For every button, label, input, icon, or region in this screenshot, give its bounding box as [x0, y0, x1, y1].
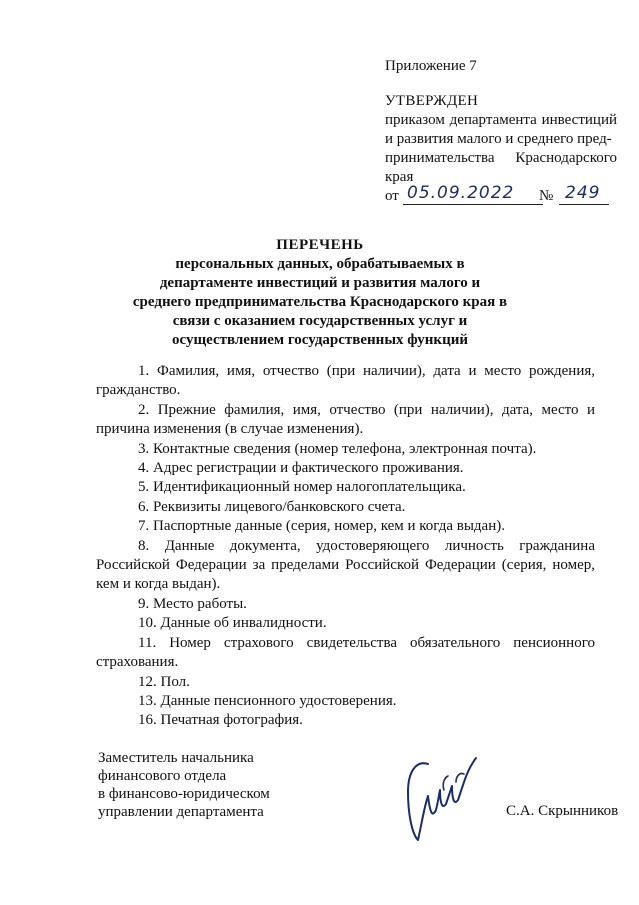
approval-block [385, 57, 617, 209]
signer-position-line: Заместитель начальника [98, 750, 254, 766]
list-item: 11. Номер страхового свидетельства обязательного пенсионного страхования. [96, 634, 595, 671]
list-item: 16. Печатная фотография. [138, 712, 303, 729]
order-number: 249 [565, 183, 601, 203]
list-item: 7. Паспортные данные (серия, номер, кем и когда выдан). [138, 518, 505, 535]
personal-data-list [96, 362, 595, 731]
signer-position-line: финансового отдела [98, 768, 227, 784]
list-item: 1. Фамилия, имя, отчество (при наличии), дата и место рождения, гражданство. [96, 363, 595, 399]
date-underline [403, 204, 543, 205]
list-item: 6. Реквизиты лицевого/банковского счета. [138, 498, 406, 515]
approval-order-line2: принимательства Краснодарского [385, 150, 617, 166]
title-heading: ПЕРЕЧЕНЬ [276, 237, 364, 253]
list-item: 3. Контактные сведения (номер телефона, электронная почта). [138, 440, 537, 457]
list-item: 8. Данные документа, удостоверяющего личность гражданина Российской Федерации за пределами Российской Федерации (серия, номер, кем и когда выдан). [96, 537, 595, 593]
list-item: 4. Адрес регистрации и фактического проживания. [138, 460, 464, 477]
list-item: 12. Пол. [138, 673, 190, 690]
signer-position-line: в финансово-юридическом [98, 786, 270, 802]
signer-name: С.А. Скрынников [506, 803, 619, 819]
document-title [130, 236, 510, 350]
handwritten-signature-icon [398, 752, 488, 844]
approval-order-text: приказом департамента инвестиций и развития малого и среднего пред- [385, 112, 617, 147]
approval-order-line3: края [385, 169, 414, 185]
signer-position-line: управлении департамента [98, 804, 264, 820]
date-prefix: от [385, 188, 399, 204]
order-date: 05.09.2022 [407, 183, 515, 203]
number-underline [559, 204, 609, 205]
signer-position [98, 749, 270, 821]
list-item: 2. Прежние фамилия, имя, отчество (при наличии), дата, место и причина изменения (в случае изменения). [96, 401, 595, 438]
approved-label: УТВЕРЖДЕН [385, 93, 479, 109]
appendix-label: Приложение 7 [385, 58, 477, 74]
title-subtitle: персональных данных, обрабатываемых в департаменте инвестиций и развития малого и среднего предпринимательства Краснодарского края в связи с оказанием государственных услуг и осуществлением государственных функций [132, 256, 508, 348]
number-prefix: № [539, 188, 554, 204]
list-item: 13. Данные пенсионного удостоверения. [138, 692, 397, 709]
approval-date-line [385, 183, 617, 209]
list-item: 5. Идентификационный номер налогоплательщика. [138, 479, 466, 496]
list-item: 9. Место работы. [138, 595, 247, 612]
list-item: 10. Данные об инвалидности. [138, 615, 327, 632]
